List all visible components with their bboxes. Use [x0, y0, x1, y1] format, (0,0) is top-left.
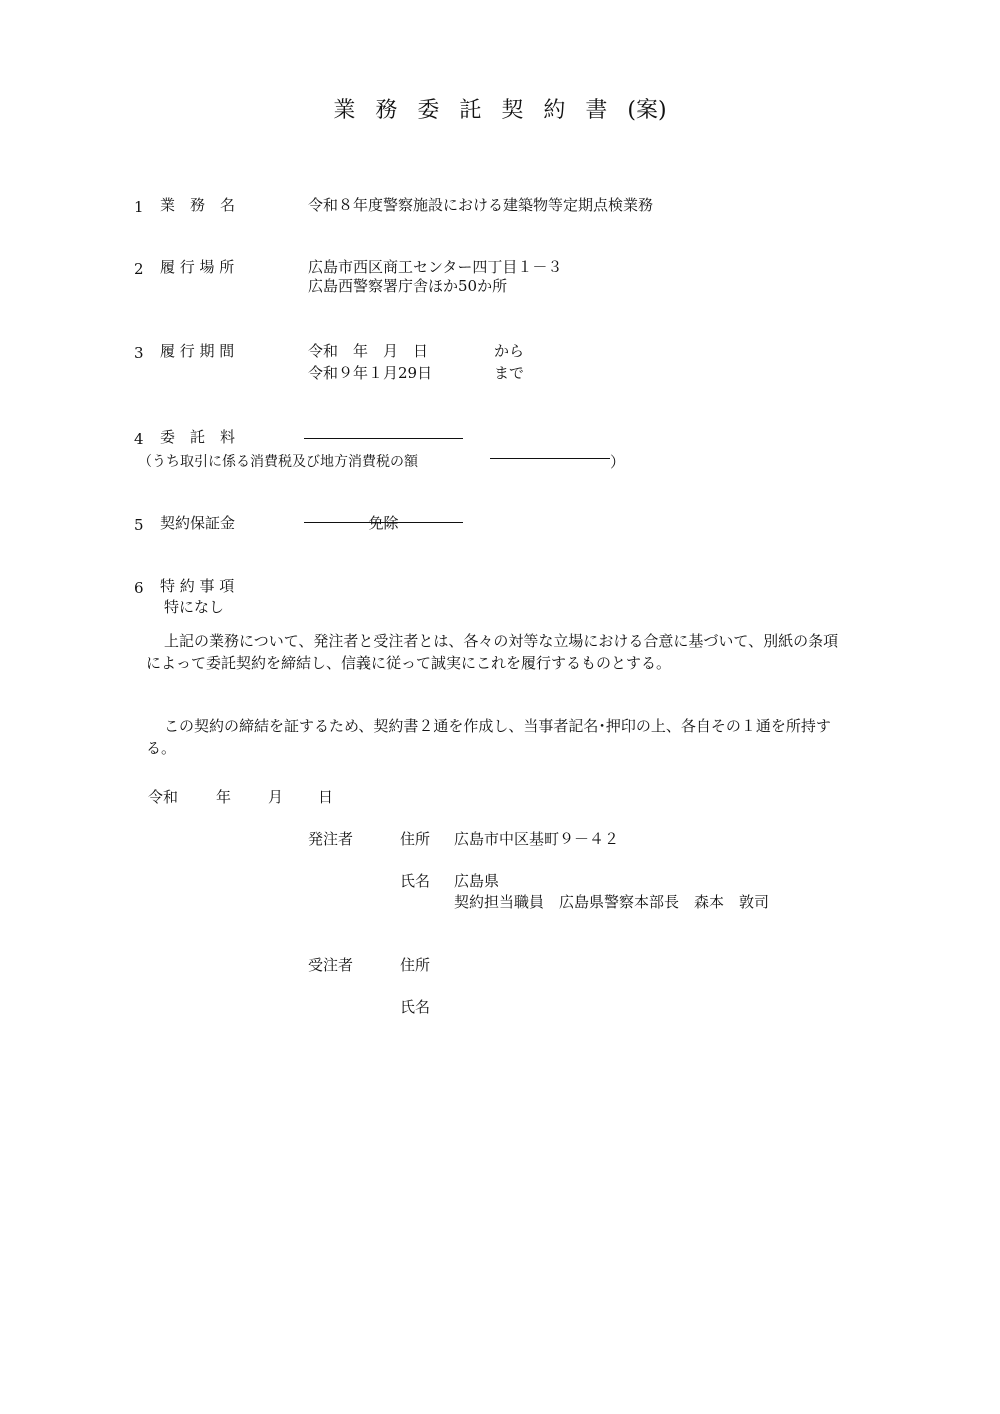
contractor-name-label: 氏名 — [400, 998, 431, 1016]
item4-label: 委 託 料 — [160, 428, 236, 446]
item1-value: 令和８年度警察施設における建築物等定期点検業務 — [308, 196, 654, 214]
item5-value: 免除 — [368, 514, 399, 532]
item3-end-date: 令和９年１月29日 — [308, 364, 433, 382]
document-title-main: 業務委託契約書 — [333, 98, 628, 123]
item2-location-line1: 広島市西区商工センター四丁目１－３ — [308, 258, 563, 276]
item4-tax-close: ） — [610, 453, 626, 471]
execution-paragraph: この契約の締結を証するため、契約書２通を作成し、当事者記名･押印の上、各自その１通を所持する。 — [146, 717, 831, 757]
orderer-address: 広島市中区基町９－４２ — [454, 830, 620, 848]
orderer-name-line1: 広島県 — [454, 872, 500, 890]
item2-location-line2: 広島西警察署庁舎ほか50か所 — [308, 277, 508, 295]
item2-number: 2 — [134, 260, 144, 278]
orderer-name-label: 氏名 — [400, 872, 431, 890]
date-month: 月 — [268, 788, 284, 806]
item1-label: 業 務 名 — [160, 196, 236, 214]
item4-tax-note: （うち取引に係る消費税及び地方消費税の額 — [138, 454, 418, 470]
item4-tax-blank-line — [490, 458, 610, 459]
contractor-role: 受注者 — [308, 956, 354, 974]
orderer-role: 発注者 — [308, 830, 354, 848]
item6-value: 特になし — [164, 598, 225, 616]
orderer-address-label: 住所 — [400, 830, 431, 848]
item3-end-suffix: まで — [494, 364, 525, 382]
date-year: 年 — [216, 788, 232, 806]
item5-underline — [304, 522, 463, 523]
item2-label: 履 行 場 所 — [160, 258, 235, 276]
item1-number: 1 — [134, 198, 144, 216]
date-day: 日 — [318, 788, 334, 806]
item5-label: 契約保証金 — [160, 514, 236, 532]
agreement-paragraph: 上記の業務について、発注者と受注者とは、各々の対等な立場における合意に基づいて、別紙の条項によって委託契約を締結し、信義に従って誠実にこれを履行するものとする。 — [146, 632, 839, 672]
contractor-address-label: 住所 — [400, 956, 431, 974]
document-title-suffix: (案) — [627, 98, 667, 123]
orderer-name-line2: 契約担当職員 広島県警察本部長 森本 敦司 — [454, 893, 770, 911]
item3-number: 3 — [134, 344, 144, 362]
date-era: 令和 — [148, 788, 179, 806]
item3-start-suffix: から — [494, 342, 525, 360]
item4-fee-blank-line — [304, 438, 463, 439]
item4-number: 4 — [134, 430, 144, 448]
item3-start-date: 令和 年 月 日 — [308, 342, 429, 360]
item6-label: 特 約 事 項 — [160, 577, 235, 595]
document-title — [0, 100, 1000, 122]
item3-label: 履 行 期 間 — [160, 342, 235, 360]
item6-number: 6 — [134, 579, 144, 597]
item5-number: 5 — [134, 516, 144, 534]
